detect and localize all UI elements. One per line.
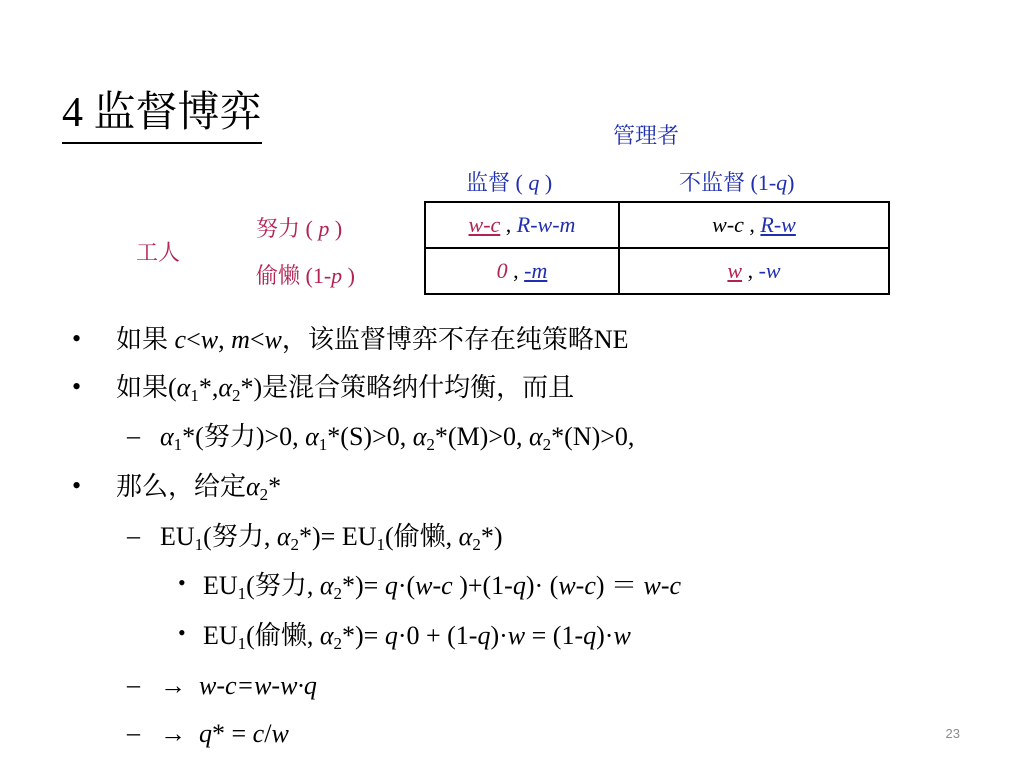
bullet-icon: • bbox=[72, 324, 82, 353]
row-player-label: 工人 bbox=[136, 240, 181, 265]
bullet-no-pure-ne: 如果 c<w, m<w，该监督博弈不存在纯策略NE bbox=[116, 325, 629, 354]
row-header-work: 努力 ( p ) bbox=[256, 216, 343, 241]
equation-eu-shirk: $EU_1$(偷懒, $\alpha_2*)= q\cdot 0 + (1-q)\cdot w = (1-q)\cdot w$ bbox=[203, 621, 631, 653]
payoff-cell-shirk-monitor: 0 , -m bbox=[425, 248, 619, 294]
right-arrow-icon: → bbox=[160, 671, 186, 700]
payoff-cell-shirk-no-monitor: w , -w bbox=[619, 248, 889, 294]
payoff-row-work bbox=[425, 202, 889, 248]
bullet-given-alpha2: 那么，给定$\alpha_2*$ bbox=[116, 472, 282, 504]
bullet-icon: • bbox=[72, 372, 82, 401]
row-header-shirk: 偷懒 (1-p ) bbox=[256, 263, 355, 288]
sub-bullet-implication: → w-c=w-w·q bbox=[160, 671, 317, 700]
sub-bullet-indifference: $EU_1$(努力, $\alpha_2*)= EU_1$(偷懒, $\alpha_2*$) bbox=[160, 522, 503, 554]
dash-icon: – bbox=[127, 421, 140, 450]
equation-eu-work: $EU_1$(努力, $\alpha_2*)= q\cdot(w-c$ )+(1-q)· (w-c) ＝ w-c bbox=[203, 571, 682, 603]
bullet-icon: • bbox=[178, 620, 186, 645]
sub-bullet-positive-probabilities: $\alpha_1*$(努力)>0, $\alpha_1*(S)>0$, $\alpha_2*(M)>0$, $\alpha_2*(N)>0$, bbox=[160, 422, 635, 454]
bullet-icon: • bbox=[178, 570, 186, 595]
slide-number: 23 bbox=[945, 726, 960, 741]
right-arrow-icon: → bbox=[160, 719, 186, 748]
payoff-cell-work-monitor: w-c , R-w-m bbox=[425, 202, 619, 248]
column-player-label: 管理者 bbox=[613, 123, 680, 148]
dash-icon: – bbox=[127, 718, 140, 747]
column-header-monitor: 监督 ( q ) bbox=[466, 170, 553, 195]
bullet-icon: • bbox=[72, 471, 82, 500]
dash-icon: – bbox=[127, 670, 140, 699]
sub-bullet-result: → q* = c/w bbox=[160, 719, 289, 748]
column-header-no-monitor: 不监督 (1-q) bbox=[679, 170, 795, 195]
payoff-matrix bbox=[424, 201, 890, 295]
dash-icon: – bbox=[127, 521, 140, 550]
bullet-mixed-equilibrium: 如果$(\alpha_1*,\alpha_2*)$是混合策略纳什均衡，而且 bbox=[116, 373, 575, 405]
payoff-cell-work-no-monitor: w-c , R-w bbox=[619, 202, 889, 248]
payoff-row-shirk bbox=[425, 248, 889, 294]
slide-title: 4 监督博弈 bbox=[62, 84, 262, 144]
